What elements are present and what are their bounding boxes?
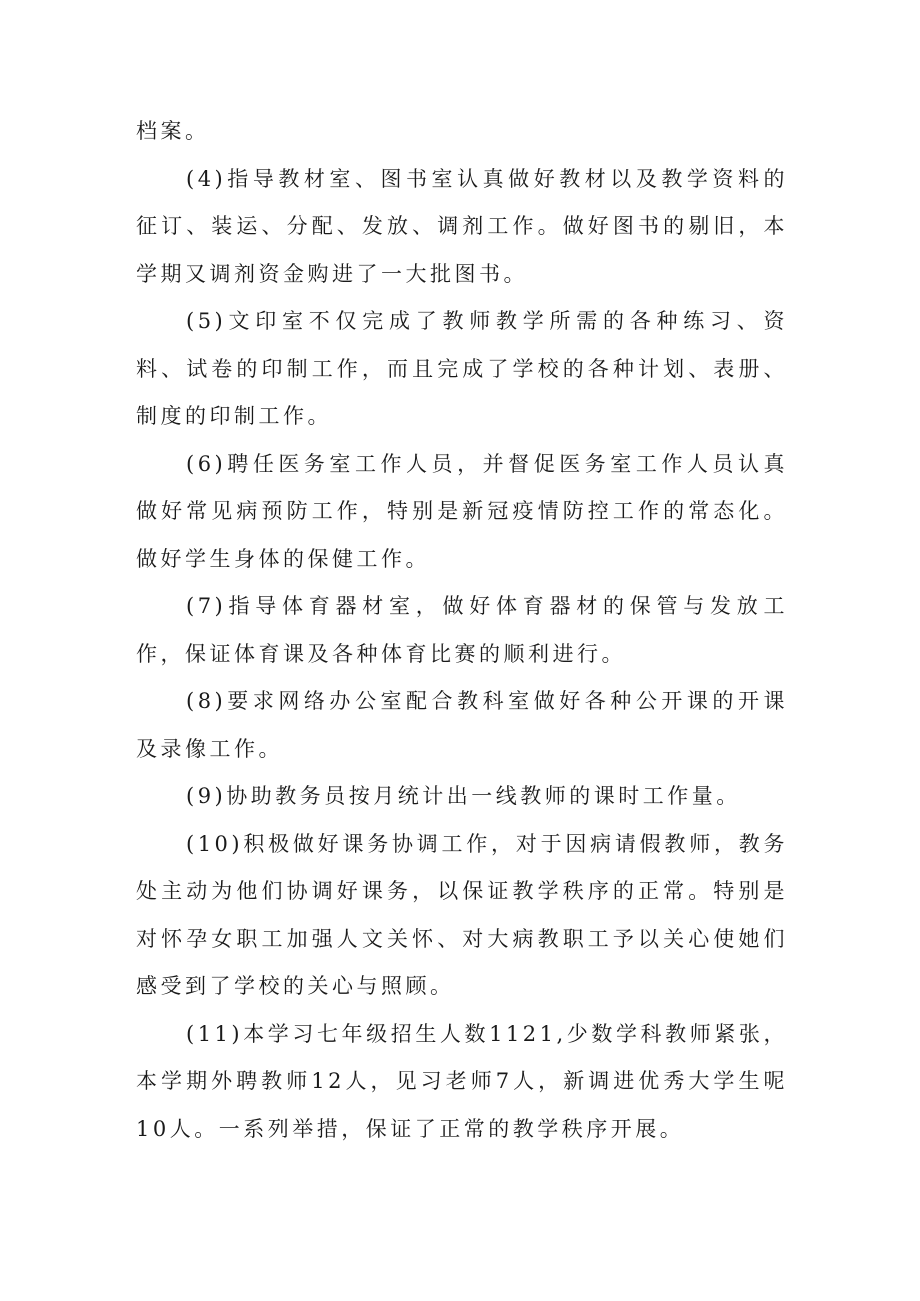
paragraph-item-10: (10)积极做好课务协调工作，对于因病请假教师，教务处主动为他们协调好课务，以保证教学秩序的正常。特别是对怀孕女职工加强人文关怀、对大病教职工予以关心使她们感受到了学校的关心与照顾。 [136, 831, 788, 998]
paragraph-item-4: (4)指导教材室、图书室认真做好教材以及教学资料的征订、装运、分配、发放、调剂工作。做好图书的剔旧，本学期又调剂资金购进了一大批图书。 [136, 166, 788, 286]
paragraph-item-5: (5)文印室不仅完成了教师教学所需的各种练习、资料、试卷的印制工作，而且完成了学校的各种计划、表册、制度的印制工作。 [136, 309, 788, 428]
paragraph-item-11: (11)本学习七年级招生人数1121,少数学科教师紧张，本学期外聘教师12人，见习老师7人，新调进优秀大学生呢10人。一系列举措，保证了正常的教学秩序开展。 [136, 1021, 788, 1141]
paragraph-item-6: (6)聘任医务室工作人员，并督促医务室工作人员认真做好常见病预防工作，特别是新冠疫情防控工作的常态化。做好学生身体的保健工作。 [136, 451, 788, 571]
paragraph-item-9: (9)协助教务员按月统计出一线教师的课时工作量。 [186, 784, 741, 808]
paragraph-item-8: (8)要求网络办公室配合教科室做好各种公开课的开课及录像工作。 [136, 689, 788, 761]
document-body [136, 108, 788, 1153]
paragraph-item-7: (7)指导体育器材室，做好体育器材的保管与发放工作，保证体育课及各种体育比赛的顺利进行。 [136, 594, 788, 666]
paragraph-archive-end: 档案。 [136, 119, 210, 143]
